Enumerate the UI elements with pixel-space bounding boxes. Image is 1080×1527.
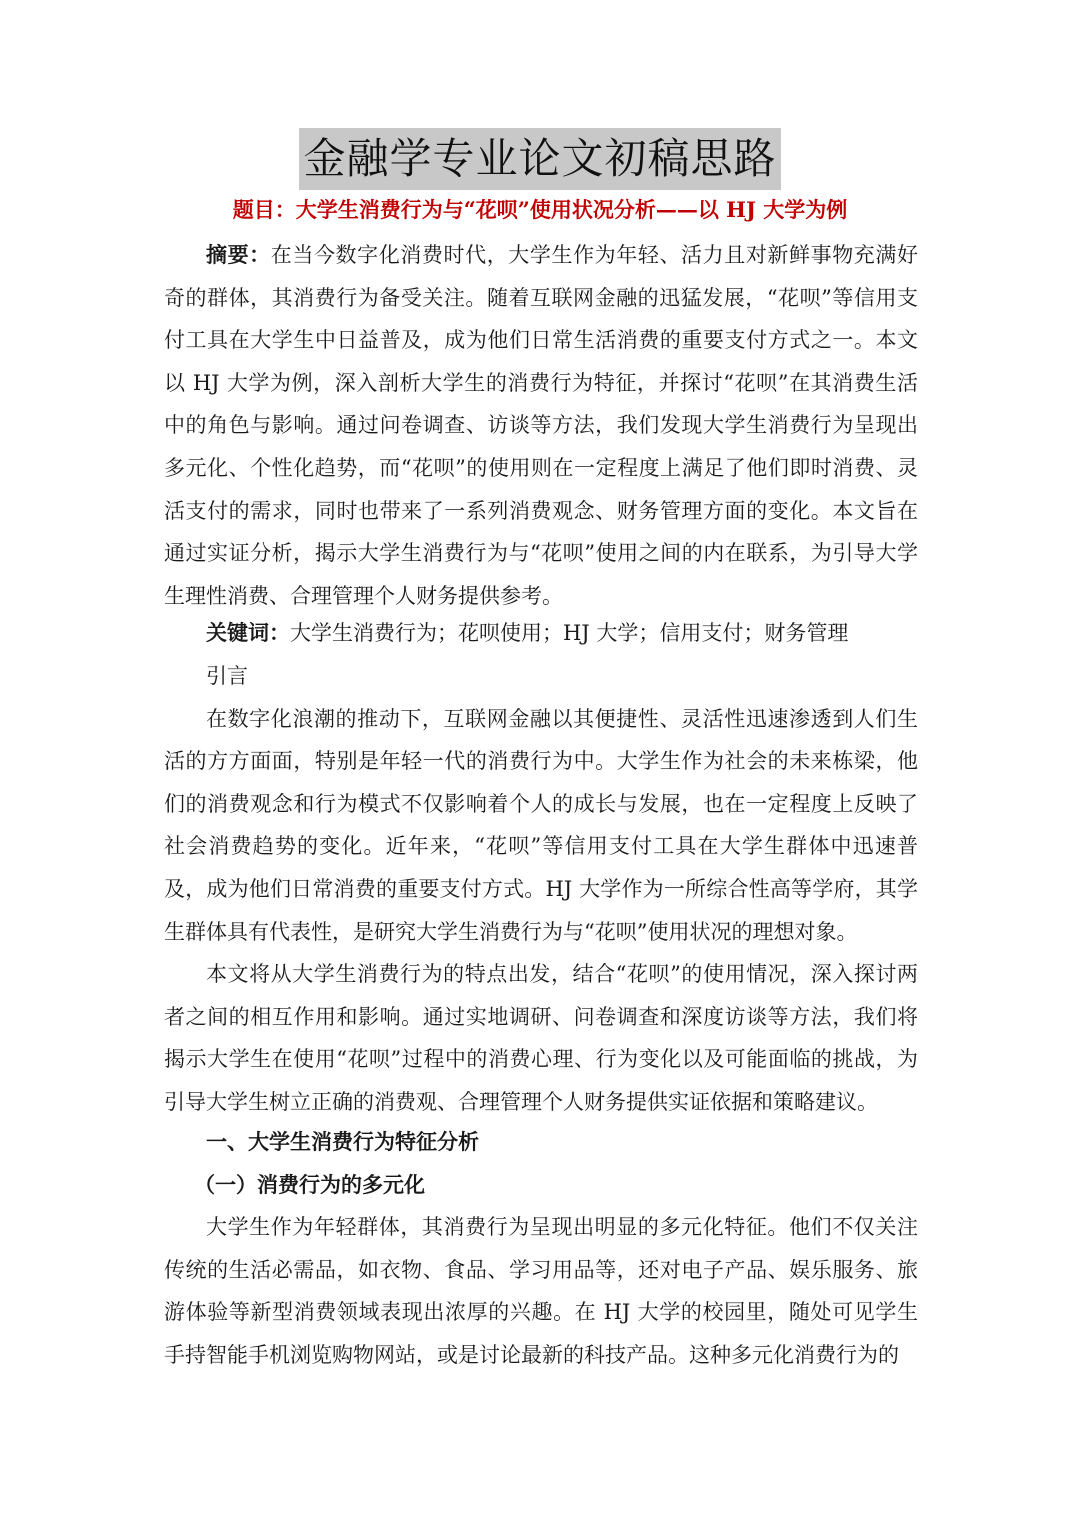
abstract-label: 摘要： — [206, 242, 271, 267]
intro-section — [164, 655, 918, 1124]
keywords-section — [164, 612, 918, 655]
document-title: 金融学专业论文初稿思路 — [299, 128, 780, 190]
intro-heading: 引言 — [206, 664, 248, 688]
title-block — [0, 128, 1080, 190]
intro-paragraph-2: 本文将从大学生消费行为的特点出发，结合“花呗”的使用情况，深入探讨两者之间的相互作用和影响。通过实地调研、问卷调查和深度访谈等方法，我们将揭示大学生在使用“花呗”过程中的消费心理、行为变化以及可能面临的挑战，为引导大学生树立正确的消费观、合理管理个人财务提供实证依据和策略建议。 — [164, 962, 918, 1114]
paper-subtitle: 题目：大学生消费行为与“花呗”使用状况分析——以 HJ 大学为例 — [232, 197, 848, 222]
abstract-paragraph — [164, 234, 918, 617]
keywords-text: 大学生消费行为；花呗使用；HJ 大学；信用支付；财务管理 — [290, 621, 849, 645]
intro-paragraph-1: 在数字化浪潮的推动下，互联网金融以其便捷性、灵活性迅速渗透到人们生活的方方面面，特别是年轻一代的消费行为中。大学生作为社会的未来栋梁，他们的消费观念和行为模式不仅影响着个人的成长与发展，也在一定程度上反映了社会消费趋势的变化。近年来，“花呗”等信用支付工具在大学生群体中迅速普及，成为他们日常消费的重要支付方式。HJ 大学作为一所综合性高等学府，其学生群体具有代表性，是研究大学生消费行为与“花呗”使用状况的理想对象。 — [164, 706, 918, 944]
abstract-text: 在当今数字化消费时代，大学生作为年轻、活力且对新鲜事物充满好奇的群体，其消费行为备受关注。随着互联网金融的迅猛发展，“花呗”等信用支付工具在大学生中日益普及，成为他们日常生活消费的重要支付方式之一。本文以 HJ 大学为例，深入剖析大学生的消费行为特征，并探讨“花呗”在其消费生活中的角色与影响。通过问卷调查、访谈等方法，我们发现大学生消费行为呈现出多元化、个性化趋势，而“花呗”的使用则在一定程度上满足了他们即时消费、灵活支付的需求，同时也带来了一系列消费观念、财务管理方面的变化。本文旨在通过实证分析，揭示大学生消费行为与“花呗”使用之间的内在联系，为引导大学生理性消费、合理管理个人财务提供参考。 — [164, 243, 918, 608]
section-1-heading: 一、大学生消费行为特征分析 — [206, 1129, 479, 1154]
keywords-paragraph — [164, 612, 918, 655]
keywords-label: 关键词： — [206, 620, 290, 645]
section-1 — [164, 1121, 918, 1377]
subsection-1-paragraph: 大学生作为年轻群体，其消费行为呈现出明显的多元化特征。他们不仅关注传统的生活必需品，如衣物、食品、学习用品等，还对电子产品、娱乐服务、旅游体验等新型消费领域表现出浓厚的兴趣。在 HJ 大学的校园里，随处可见学生手持智能手机浏览购物网站，或是讨论最新的科技产品。这种多元化消费行为的 — [164, 1215, 918, 1367]
subsection-1-heading: （一）消费行为的多元化 — [194, 1171, 425, 1197]
abstract-section — [164, 234, 918, 617]
